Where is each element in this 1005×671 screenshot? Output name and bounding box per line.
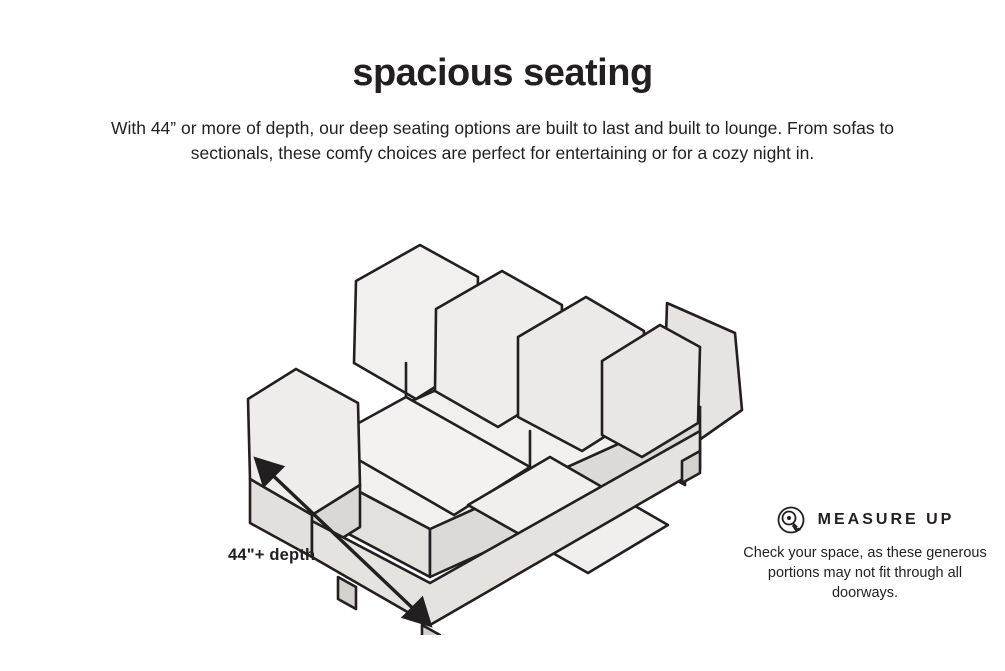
- measure-up-callout: [740, 505, 990, 603]
- depth-measurement-label: 44"+ depth: [228, 546, 316, 564]
- measure-up-note: Check your space, as these generous portions may not fit through all doorways.: [743, 545, 987, 601]
- sofa-illustration: [230, 185, 790, 635]
- tape-measure-icon: [776, 505, 806, 535]
- measure-up-title: MEASURE UP: [817, 511, 955, 528]
- measure-up-heading: [740, 505, 990, 535]
- description-text: With 44” or more of depth, our deep seating options are built to last and built to lounge. From sofas to sectionals, these comfy choices are perfect for entertaining or for a cozy night in.: [110, 118, 895, 163]
- page-title: spacious seating: [352, 52, 653, 94]
